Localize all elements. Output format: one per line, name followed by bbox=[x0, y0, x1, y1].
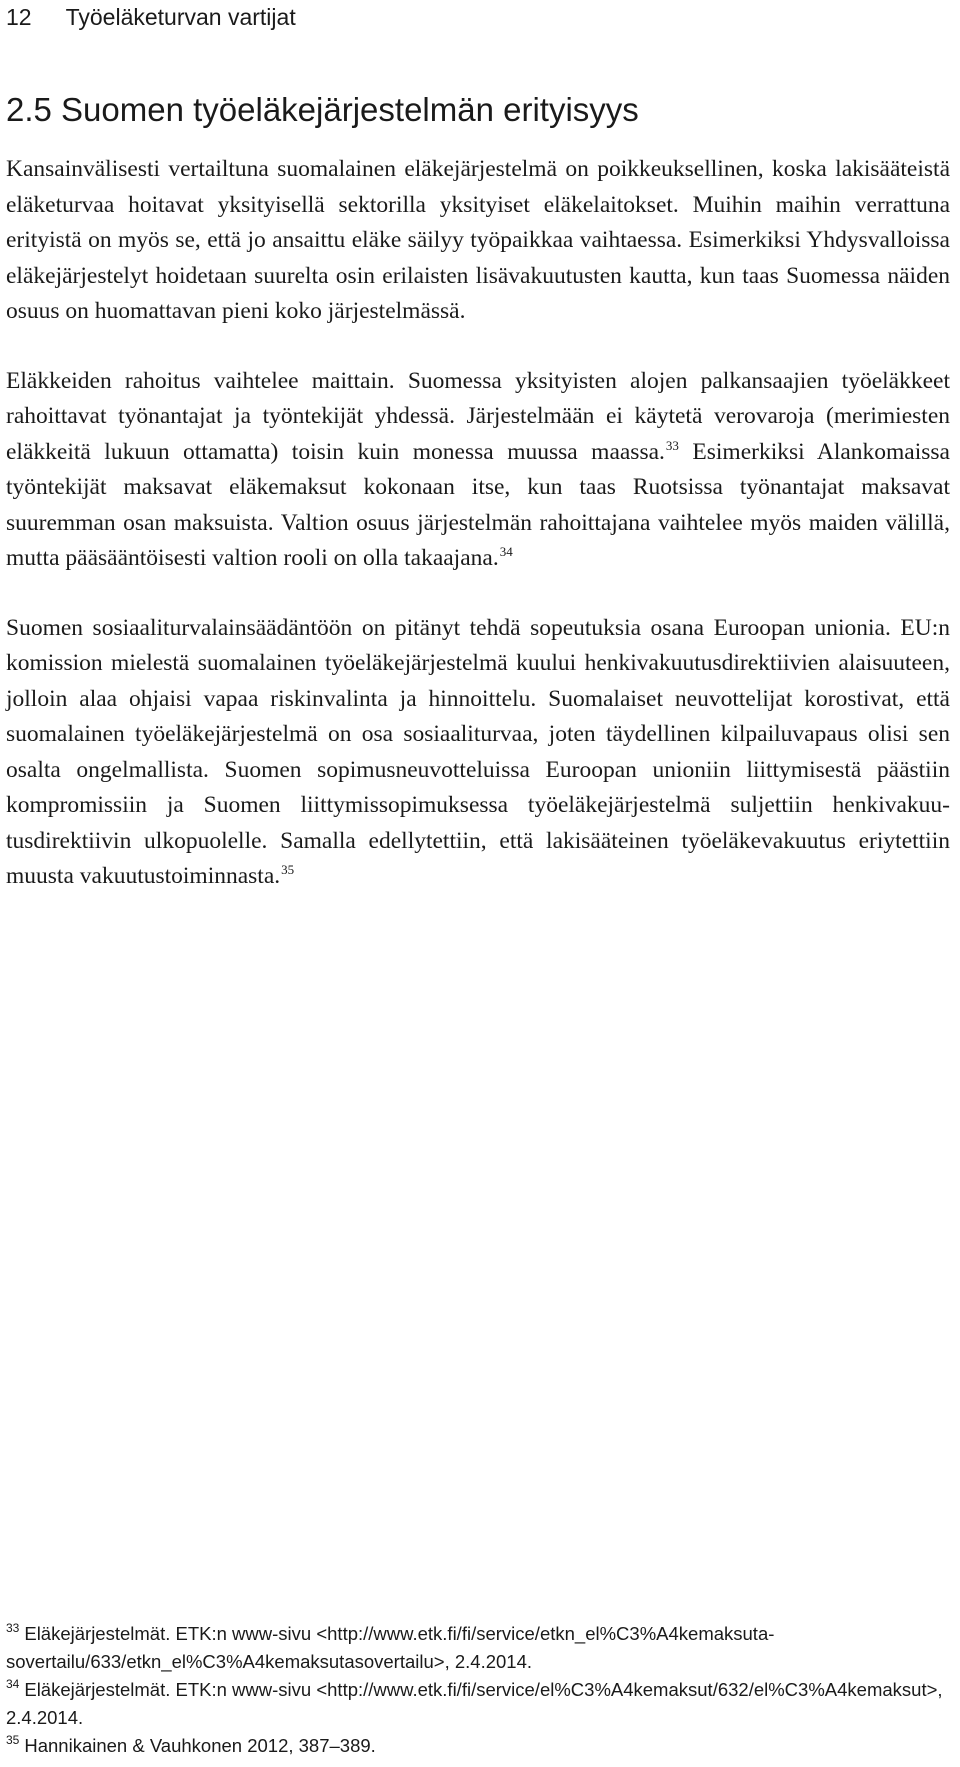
paragraph bbox=[6, 611, 950, 895]
footnote-text: Eläkejärjestelmät. ETK:n www-sivu <http://www.etk.fi/fi/service/el%C3%A4kemaksut/632/el%C3%A4kemaksut>, 2.4.2014. bbox=[6, 1679, 943, 1728]
footnote-reference[interactable]: 34 bbox=[499, 544, 513, 559]
body-text bbox=[6, 152, 950, 895]
footnote-number: 34 bbox=[6, 1677, 20, 1691]
paragraph-text: Kansainvälisesti vertailtuna suomalainen eläkejärjestelmä on poikkeuksellinen, koska lakisääteistä eläketurvaa hoitavat yksityisellä sektorilla yksityiset eläkelaitokset. Muihin maihin verrattuna erityistä on myös se, että jo ansaittu eläke säilyy työpaikkaa vaihtaessa. Esimerkiksi Yhdysvalloissa eläkejärjestelyt hoidetaan suurelta osin erilaisten lisävakuutusten kautta, kun taas Suomessa näiden osuus on huomattavan pieni koko järjestelmässä. bbox=[6, 156, 950, 324]
footnote-reference[interactable]: 33 bbox=[665, 437, 679, 453]
paragraph-text: Eläkkeiden rahoitus vaihtelee maittain. Suomessa yksityisten alojen palkansaajien työeläkkeet rahoittavat työnantajat ja työntekijät yhdessä. Järjestelmään ei käytetä verovaroja (merimiesten eläkkeitä lukuun ottamatta) toisin kuin monessa muussa maassa. bbox=[6, 367, 950, 465]
section-title: 2.5 Suomen työeläkejärjestelmän erityisyys bbox=[6, 91, 639, 128]
footnotes bbox=[6, 1620, 950, 1760]
footnote-number: 35 bbox=[6, 1733, 20, 1747]
footnote-text: Eläkejärjestelmät. ETK:n www-sivu <http://www.etk.fi/fi/service/etkn_el%C3%A4kemaksutasovertailu/633/etkn_el%C3%A4kemaksutasovertailu>, 2.4.2014. bbox=[6, 1623, 775, 1672]
footnote-number: 33 bbox=[6, 1621, 20, 1635]
footnote bbox=[6, 1620, 950, 1676]
paragraph bbox=[6, 364, 950, 577]
running-title: Työeläketurvan vartijat bbox=[65, 4, 296, 30]
paragraph-text: Suomen sosiaaliturvalainsäädäntöön on pitänyt tehdä sopeutuksia osana Euroopan unionia. EU:n komission mielestä suomalainen työeläkejärjestelmä kuului henkivakuutusdirektiivien alaisuuteen, jolloin alaa ohjaisi vapaa riskinvalinta ja hinnoittelu. Suomalaiset neuvottelijat korostivat, että suomalainen työeläkejärjestelmä on osa sosiaaliturvaa, joten täydellinen kilpailuvapaus olisi sen osalta ongelmallista. Suomen sopimusneuvotteluissa Euroopan unioniin liittymisestä päästiin kompromissiin ja Suomen liittymissopimuksessa työeläkejärjestelmä suljettiin henkivakuutusdirektiivin ulkopuolelle. Samalla edellytettiin, että lakisääteinen työeläkevakuutus eriytettiin muusta vakuutustoiminnasta. bbox=[6, 614, 950, 889]
footnote bbox=[6, 1676, 950, 1732]
running-header bbox=[6, 2, 296, 32]
paragraph bbox=[6, 152, 950, 330]
paragraph-text: Esimerkiksi Alankomaissa työntekijät maksavat eläkemaksut kokonaan itse, kun taas Ruotsissa työnantajat maksavat suuremman osan maksuista. Valtion osuus järjestelmän rahoittajana vaihtelee myös maiden välillä, mutta pääsääntöisesti valtion rooli on olla takaajana. bbox=[6, 438, 950, 571]
footnote-reference[interactable]: 35 bbox=[281, 862, 295, 877]
footnote bbox=[6, 1732, 950, 1760]
page-number: 12 bbox=[6, 4, 32, 30]
footnote-text: Hannikainen & Vauhkonen 2012, 387–389. bbox=[24, 1735, 376, 1756]
